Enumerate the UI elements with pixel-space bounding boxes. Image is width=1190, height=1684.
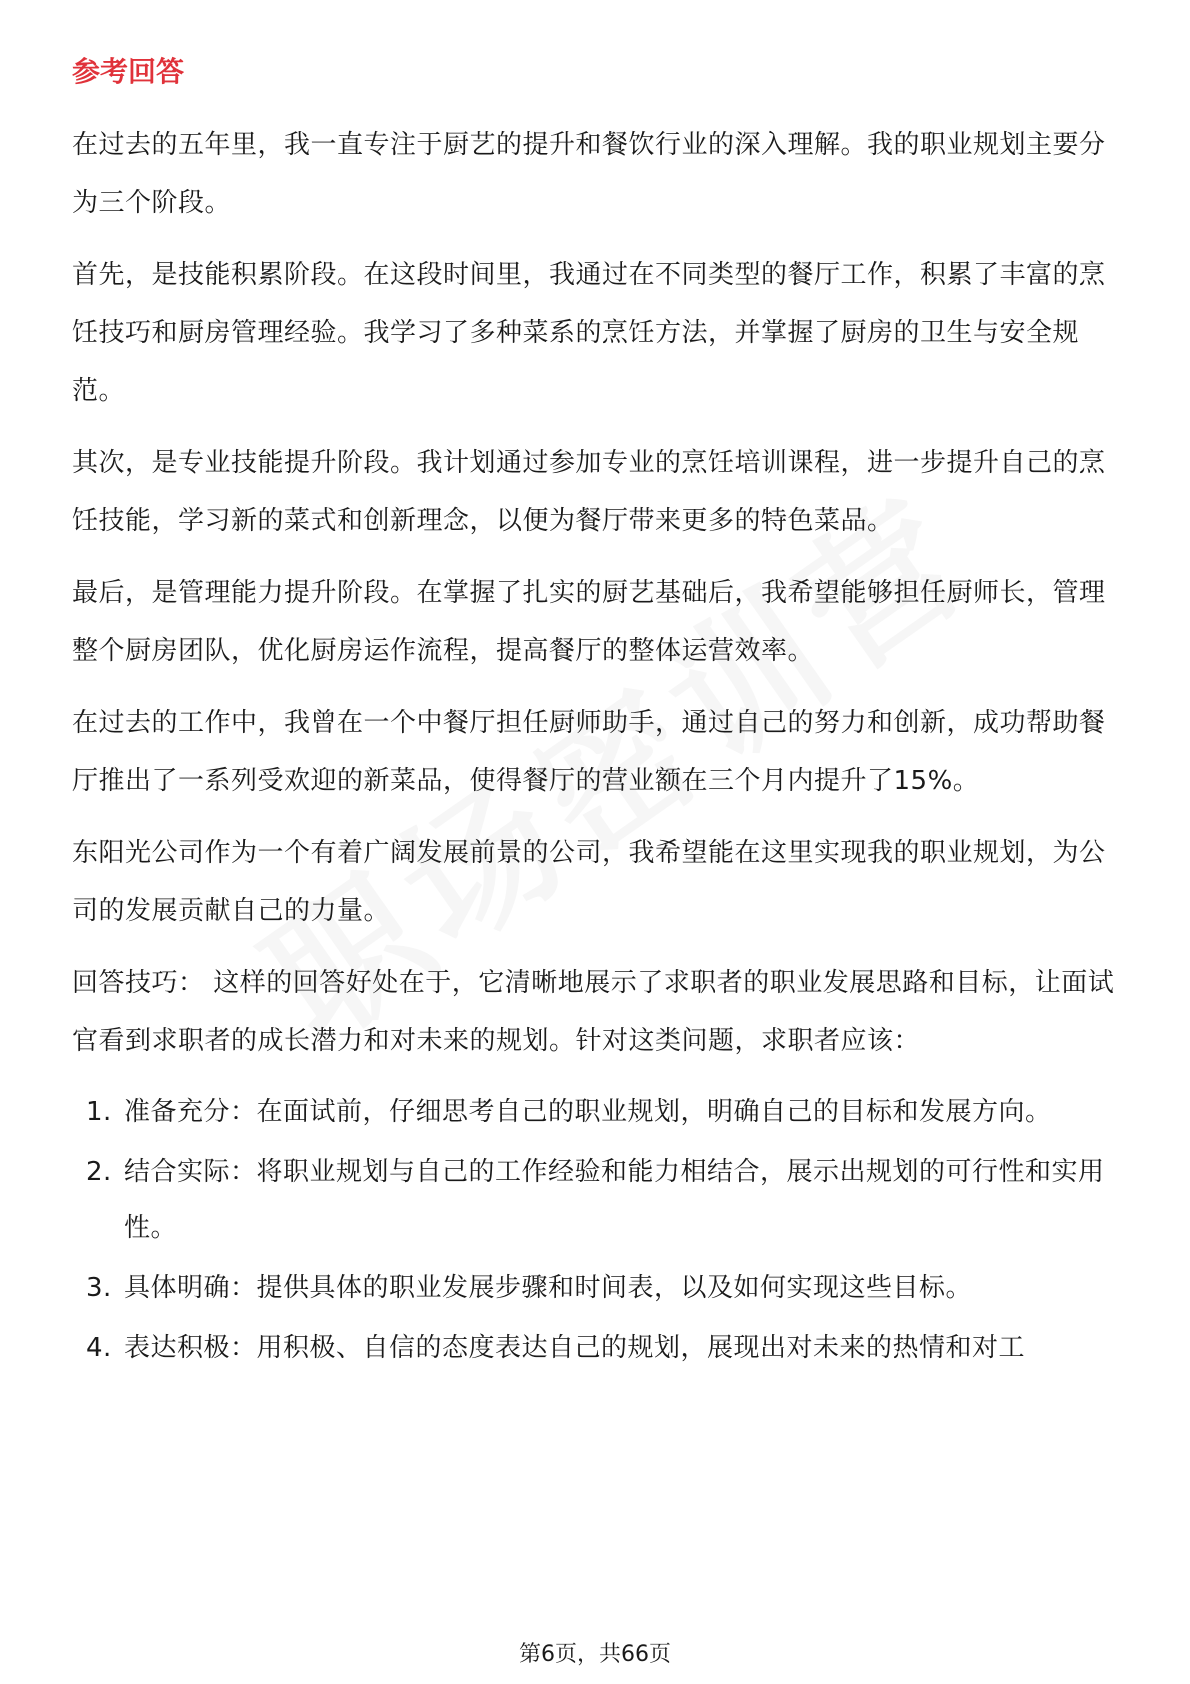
list-number: 2. [86,1157,112,1187]
list-number: 1. [86,1097,112,1127]
page-footer: 第6页，共66页 [519,1642,671,1667]
list-number: 3. [86,1273,112,1303]
section-heading: 参考回答 [72,55,185,88]
list-item [72,1320,1118,1376]
list-text: 具体明确：提供具体的职业发展步骤和时间表，以及如何实现这些目标。 [124,1273,973,1303]
tips-list [72,1084,1118,1376]
list-item [72,1084,1118,1140]
document-page [72,48,1118,1380]
paragraph-experience: 在过去的工作中，我曾在一个中餐厅担任厨师助手，通过自己的努力和创新，成功帮助餐厅推出了一系列受欢迎的新菜品，使得餐厅的营业额在三个月内提升了15%。 [72,708,1106,796]
list-item [72,1144,1118,1256]
list-item [72,1260,1118,1316]
list-text: 表达积极：用积极、自信的态度表达自己的规划，展现出对未来的热情和对工 [124,1333,1026,1363]
list-text: 结合实际：将职业规划与自己的工作经验和能力相结合，展示出规划的可行性和实用性。 [124,1157,1105,1243]
paragraph-intro: 在过去的五年里，我一直专注于厨艺的提升和餐饮行业的深入理解。我的职业规划主要分为三个阶段。 [72,130,1106,218]
paragraph-stage-one: 首先，是技能积累阶段。在这段时间里，我通过在不同类型的餐厅工作，积累了丰富的烹饪技巧和厨房管理经验。我学习了多种菜系的烹饪方法，并掌握了厨房的卫生与安全规范。 [72,260,1106,406]
list-number: 4. [86,1333,112,1363]
paragraph-company: 东阳光公司作为一个有着广阔发展前景的公司，我希望能在这里实现我的职业规划，为公司的发展贡献自己的力量。 [72,838,1106,926]
paragraph-stage-three: 最后，是管理能力提升阶段。在掌握了扎实的厨艺基础后，我希望能够担任厨师长，管理整个厨房团队，优化厨房运作流程，提高餐厅的整体运营效率。 [72,578,1106,666]
list-text: 准备充分：在面试前，仔细思考自己的职业规划，明确自己的目标和发展方向。 [124,1097,1052,1127]
paragraph-tips-intro: 回答技巧： 这样的回答好处在于，它清晰地展示了求职者的职业发展思路和目标，让面试官看到求职者的成长潜力和对未来的规划。针对这类问题，求职者应该： [72,968,1115,1056]
paragraph-stage-two: 其次，是专业技能提升阶段。我计划通过参加专业的烹饪培训课程，进一步提升自己的烹饪技能，学习新的菜式和创新理念，以便为餐厅带来更多的特色菜品。 [72,448,1106,536]
